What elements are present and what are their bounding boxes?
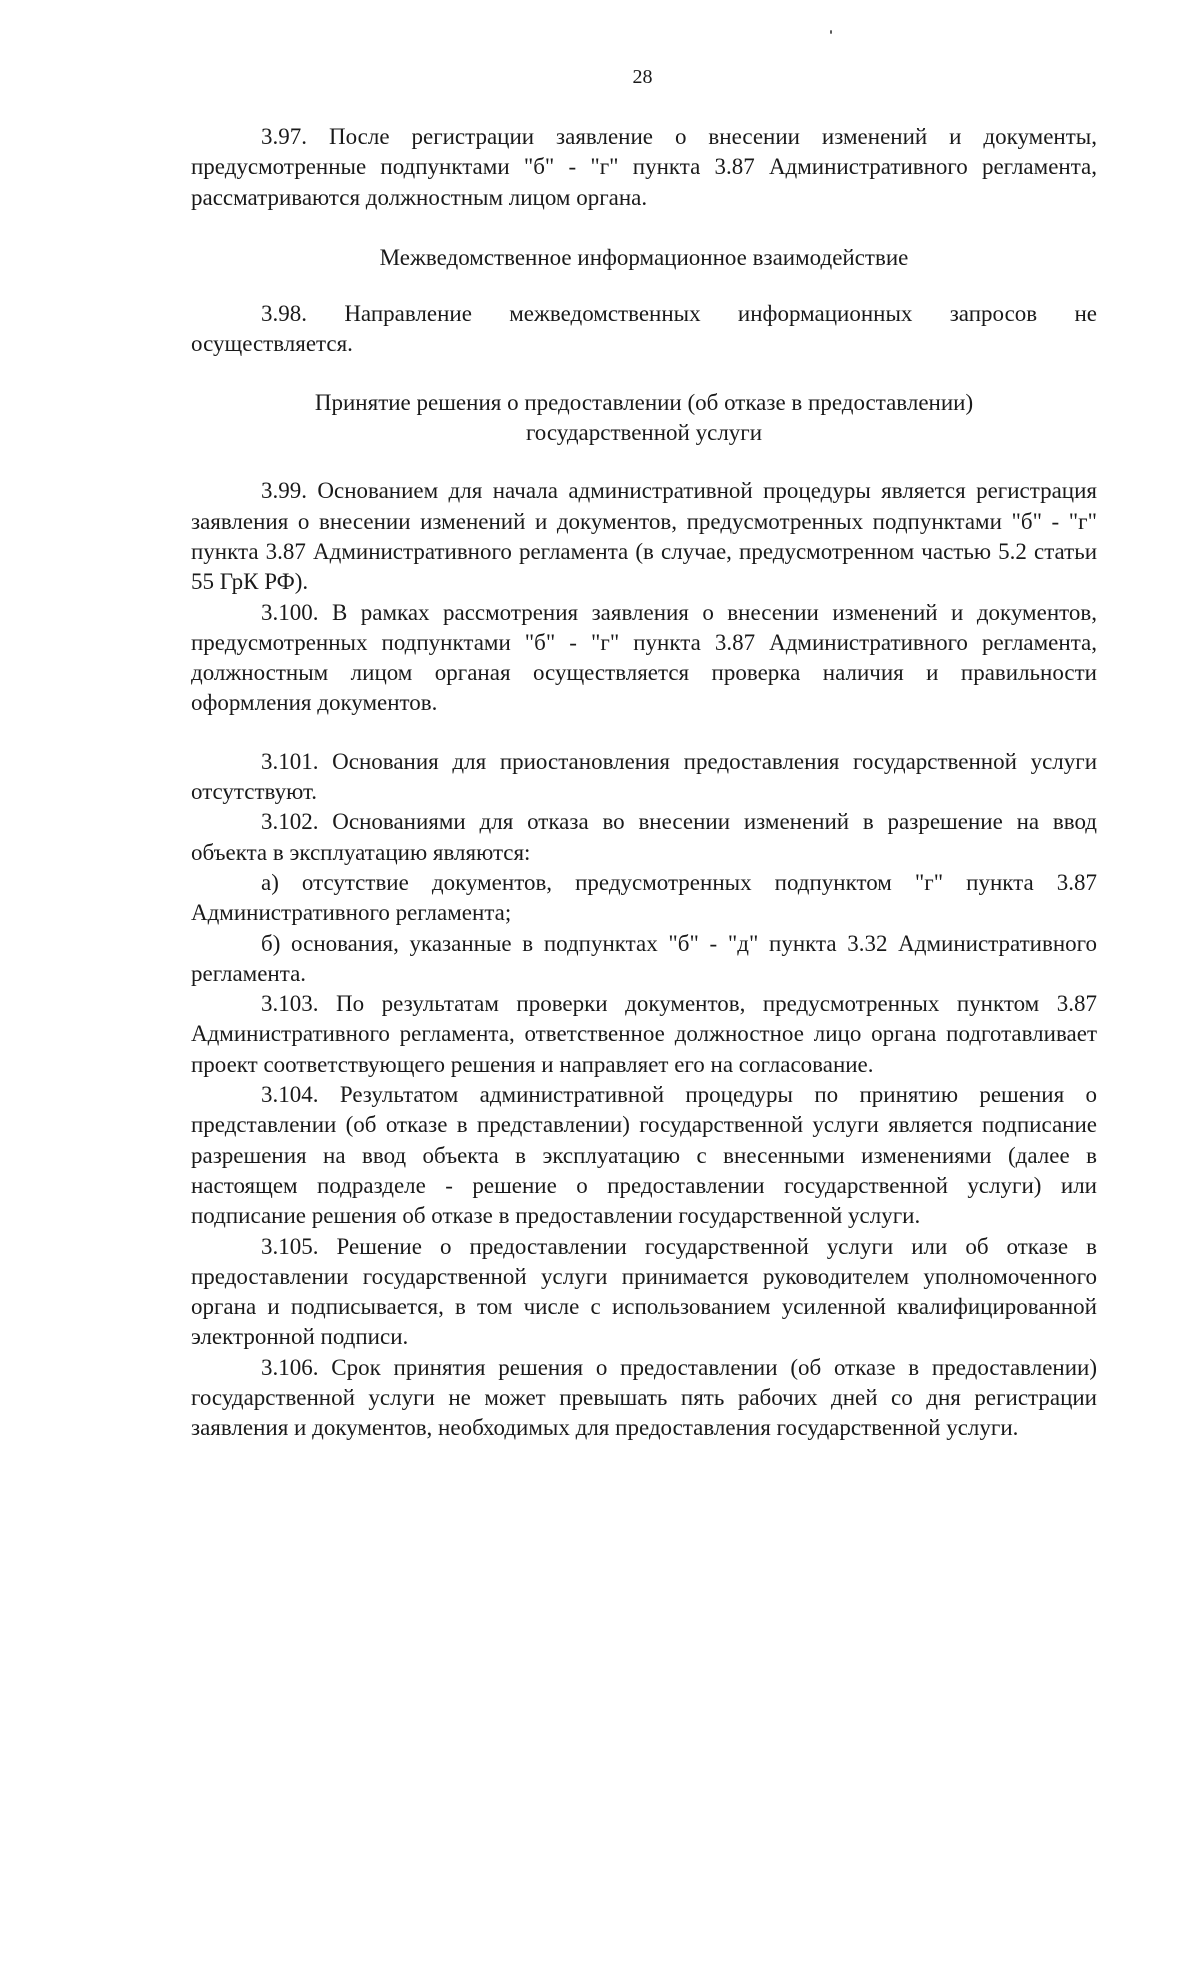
paragraph-3-101: 3.101. Основания для приостановления предоставления государственной услуги отсутствуют.	[191, 748, 1097, 805]
section-heading-decision-line-2: государственной услуги	[525, 420, 763, 446]
paragraph-3-100: 3.100. В рамках рассмотрения заявления о внесении изменений и документов, предусмотренных подпунктами "б" - "г" пункта 3.87 Административного регламента, должностным лицом органая осуществляется проверка наличия и правильности оформления документов.	[191, 599, 1097, 716]
paragraph-3-102: 3.102. Основаниями для отказа во внесении изменений в разрешение на ввод объекта в эксплуатацию являются:	[191, 809, 1097, 865]
spacer	[191, 448, 1097, 476]
paragraph-3-102-a: а) отсутствие документов, предусмотренных подпунктом "г" пункта 3.87 Административного регламента;	[191, 869, 1097, 926]
paragraph-3-104: 3.104. Результатом административной процедуры по принятию решения о представлении (об отказе в представлении) государственной услуги является подписание разрешения на ввод объекта в эксплуатацию с внесенными изменениями (далее в настоящем подразделе - решение о предоставлении государственной услуги) или подписание решения об отказе в предоставлении государственной услуги.	[191, 1082, 1097, 1229]
document-body	[191, 122, 1097, 1444]
paragraph-3-105: 3.105. Решение о предоставлении государственной услуги или об отказе в предоставлении государственной услуги принимается руководителем уполномоченного органа и подписывается, в том числе с использованием усиленной квалифицированной электронной подписи.	[191, 1233, 1097, 1350]
spacer	[191, 360, 1097, 388]
paragraph-3-102-b: б) основания, указанные в подпунктах "б" - "д" пункта 3.32 Административного регламента.	[191, 930, 1097, 986]
paragraph-3-97: 3.97. После регистрации заявление о внесении изменений и документы, предусмотренные подпунктами "б" - "г" пункта 3.87 Административного регламента, рассматриваются должностным лицом органа.	[191, 124, 1097, 210]
section-heading-interagency: Межведомственное информационное взаимодействие	[379, 244, 909, 270]
spacer	[191, 273, 1097, 299]
paragraph-3-106: 3.106. Срок принятия решения о предоставлении (об отказе в предоставлении) государственной услуги не может превышать пять рабочих дней со дня регистрации заявления и документов, необходимых для предоставления государственной услуги.	[191, 1354, 1097, 1441]
page-number: 28	[632, 66, 653, 88]
spacer	[191, 719, 1097, 747]
paragraph-3-103: 3.103. По результатам проверки документов, предусмотренных пунктом 3.87 Административного регламента, ответственное должностное лицо органа подготавливает проект соответствующего решения и направляет его на согласование.	[191, 991, 1097, 1077]
paragraph-3-98: 3.98. Направление межведомственных информационных запросов не осуществляется.	[191, 301, 1097, 357]
section-heading-decision-line-1: Принятие решения о предоставлении (об отказе в предоставлении)	[314, 389, 974, 415]
spacer	[191, 213, 1097, 243]
scan-speck	[830, 30, 832, 34]
paragraph-3-99: 3.99. Основанием для начала административной процедуры является регистрация заявления о внесении изменений и документов, предусмотренных подпунктами "б" - "г" пункта 3.87 Административного регламента (в случае, предусмотренном частью 5.2 статьи 55 ГрК РФ).	[191, 478, 1097, 595]
